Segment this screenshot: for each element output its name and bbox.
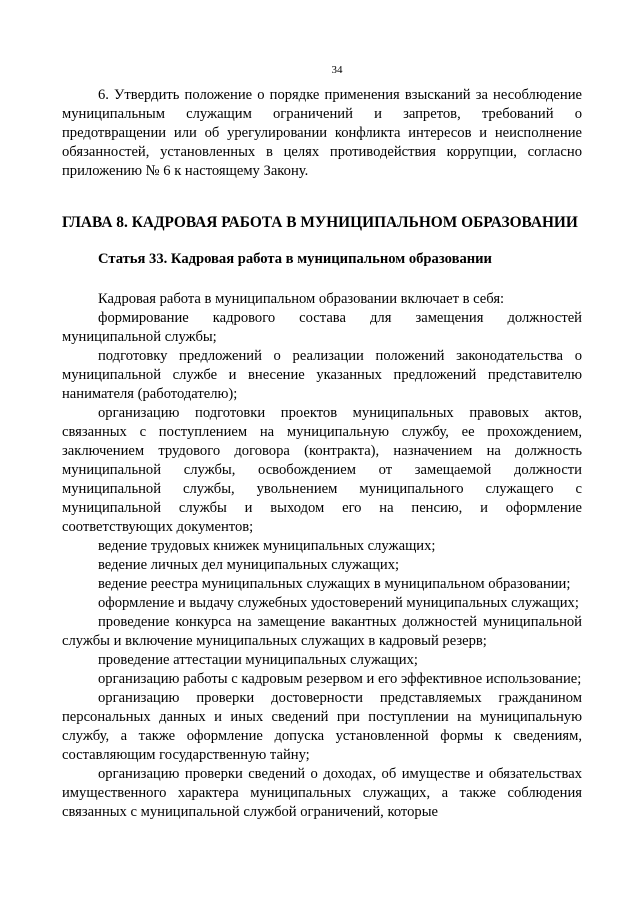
article-body xyxy=(62,290,582,822)
paragraph: организацию проверки сведений о доходах, об имуществе и обязательствах имущественного характера муниципальных служащих, а также соблюдения связанных с муниципальной службой ограничений, которые xyxy=(62,766,582,820)
clause-6: 6. Утвердить положение о порядке применения взысканий за несоблюдение муниципальным служащим ограничений и запретов, требований о предотвращении или об урегулировании конфликта интересов и неисполнение обязанностей, установленных в целях противодействия коррупции, согласно приложению № 6 к настоящему Закону. xyxy=(62,87,582,179)
article-heading: Статья 33. Кадровая работа в муниципальном образовании xyxy=(98,251,492,267)
paragraph: организацию проверки достоверности представляемых гражданином персональных данных и иных сведений при поступлении на муниципальную службу, а также оформление допуска установленной формы к сведениям, составляющим государственную тайну; xyxy=(62,690,582,763)
page-number: 34 xyxy=(331,64,343,76)
paragraph: проведение аттестации муниципальных служащих; xyxy=(98,652,418,668)
paragraph: организацию работы с кадровым резервом и его эффективное использование; xyxy=(98,671,582,687)
paragraph: проведение конкурса на замещение вакантных должностей муниципальной службы и включение муниципальных служащих в кадровый резерв; xyxy=(62,614,582,649)
paragraph: ведение реестра муниципальных служащих в муниципальном образовании; xyxy=(98,576,571,592)
paragraph: ведение личных дел муниципальных служащих; xyxy=(98,557,400,573)
paragraph: подготовку предложений о реализации положений законодательства о муниципальной службе и внесение указанных предложений представителю нанимателя (работодателю); xyxy=(62,348,582,402)
paragraph: оформление и выдачу служебных удостоверений муниципальных служащих; xyxy=(98,595,579,611)
paragraph: ведение трудовых книжек муниципальных служащих; xyxy=(98,538,436,554)
paragraph: Кадровая работа в муниципальном образовании включает в себя: xyxy=(98,291,505,307)
paragraph: формирование кадрового состава для замещения должностей муниципальной службы; xyxy=(62,310,582,345)
chapter-heading: ГЛАВА 8. КАДРОВАЯ РАБОТА В МУНИЦИПАЛЬНОМ ОБРАЗОВАНИИ xyxy=(62,214,578,231)
paragraph: организацию подготовки проектов муниципальных правовых актов, связанных с поступлением на муниципальную службу, ее прохождением, заключением трудового договора (контракта), назначением на должность муниципальной службы, освобождением от замещаемой должности муниципальной службы, увольнением муниципального служащего с муниципальной службы и выходом его на пенсию, и оформление соответствующих документов; xyxy=(62,405,582,535)
